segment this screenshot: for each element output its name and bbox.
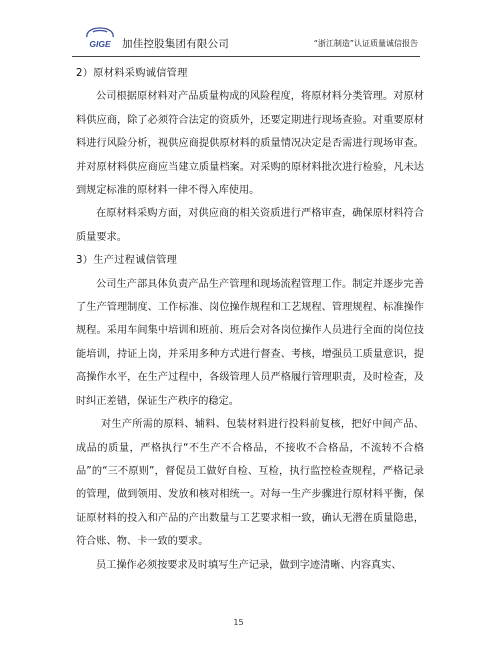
- company-logo: [80, 26, 120, 50]
- paragraph: 在原材料采购方面，对供应商的相关资质进行严格审查，确保原材料符合质量要求。: [76, 208, 424, 243]
- report-title: “浙江制造”认证质量诚信报告: [313, 39, 418, 48]
- section-heading: 2）原材料采购诚信管理: [76, 68, 188, 79]
- paragraph: 对生产所需的原料、辅料、包装材料进行投料前复核，把好中间产品、成品的质量，严格执行“不生产不合格品，不接收不合格品，不流转不合格品”的“三不原则”，督促员工做好自检、互检，执行监控检查规程，严格记录的管理，做到领用、发放和核对相统一。对每一生产步骤进行原材料平衡，保证原材料的投入和产品的产出数量与工艺要求相一致，确认无潜在质量隐患，符合账、物、卡一致的要求。: [76, 419, 424, 548]
- paragraph: 员工操作必须按要求及时填写生产记录，做到字迹清晰、内容真实、: [96, 559, 402, 571]
- page-header: [70, 26, 418, 56]
- paragraph: 公司根据原材料对产品质量构成的风险程度，将原材料分类管理。对原材料供应商，除了必须符合法定的资质外，还要定期进行现场查验。对重要原材料进行风险分析，视供应商提供原材料的质量情况决定是否需进行现场审查。并对原材料供应商应当建立质量档案。对采购的原材料批次进行检验，凡未达到规定标准的原材料一律不得入库使用。: [76, 91, 424, 197]
- document-body: [76, 62, 424, 577]
- paragraph: 公司生产部具体负责产品生产管理和现场流程管理工作。制定并逐步完善了生产管理制度、工作标准、岗位操作规程和工艺规程、管理规程、标准操作规程。采用车间集中培训和班前、班后会对各岗位操作人员进行全面的岗位技能培训，持证上岗，并采用多种方式进行督查、考核，增强员工质量意识，提高操作水平，在生产过程中，各级管理人员严格履行管理职责，及时检查，及时纠正差错，保证生产秩序的稳定。: [76, 278, 424, 407]
- company-name: 加佳控股集团有限公司: [122, 38, 229, 50]
- header-divider: [72, 56, 420, 57]
- logo-text: GIGE: [89, 39, 111, 49]
- section-heading: 3）生产过程诚信管理: [76, 255, 178, 267]
- page-number: 15: [233, 618, 244, 627]
